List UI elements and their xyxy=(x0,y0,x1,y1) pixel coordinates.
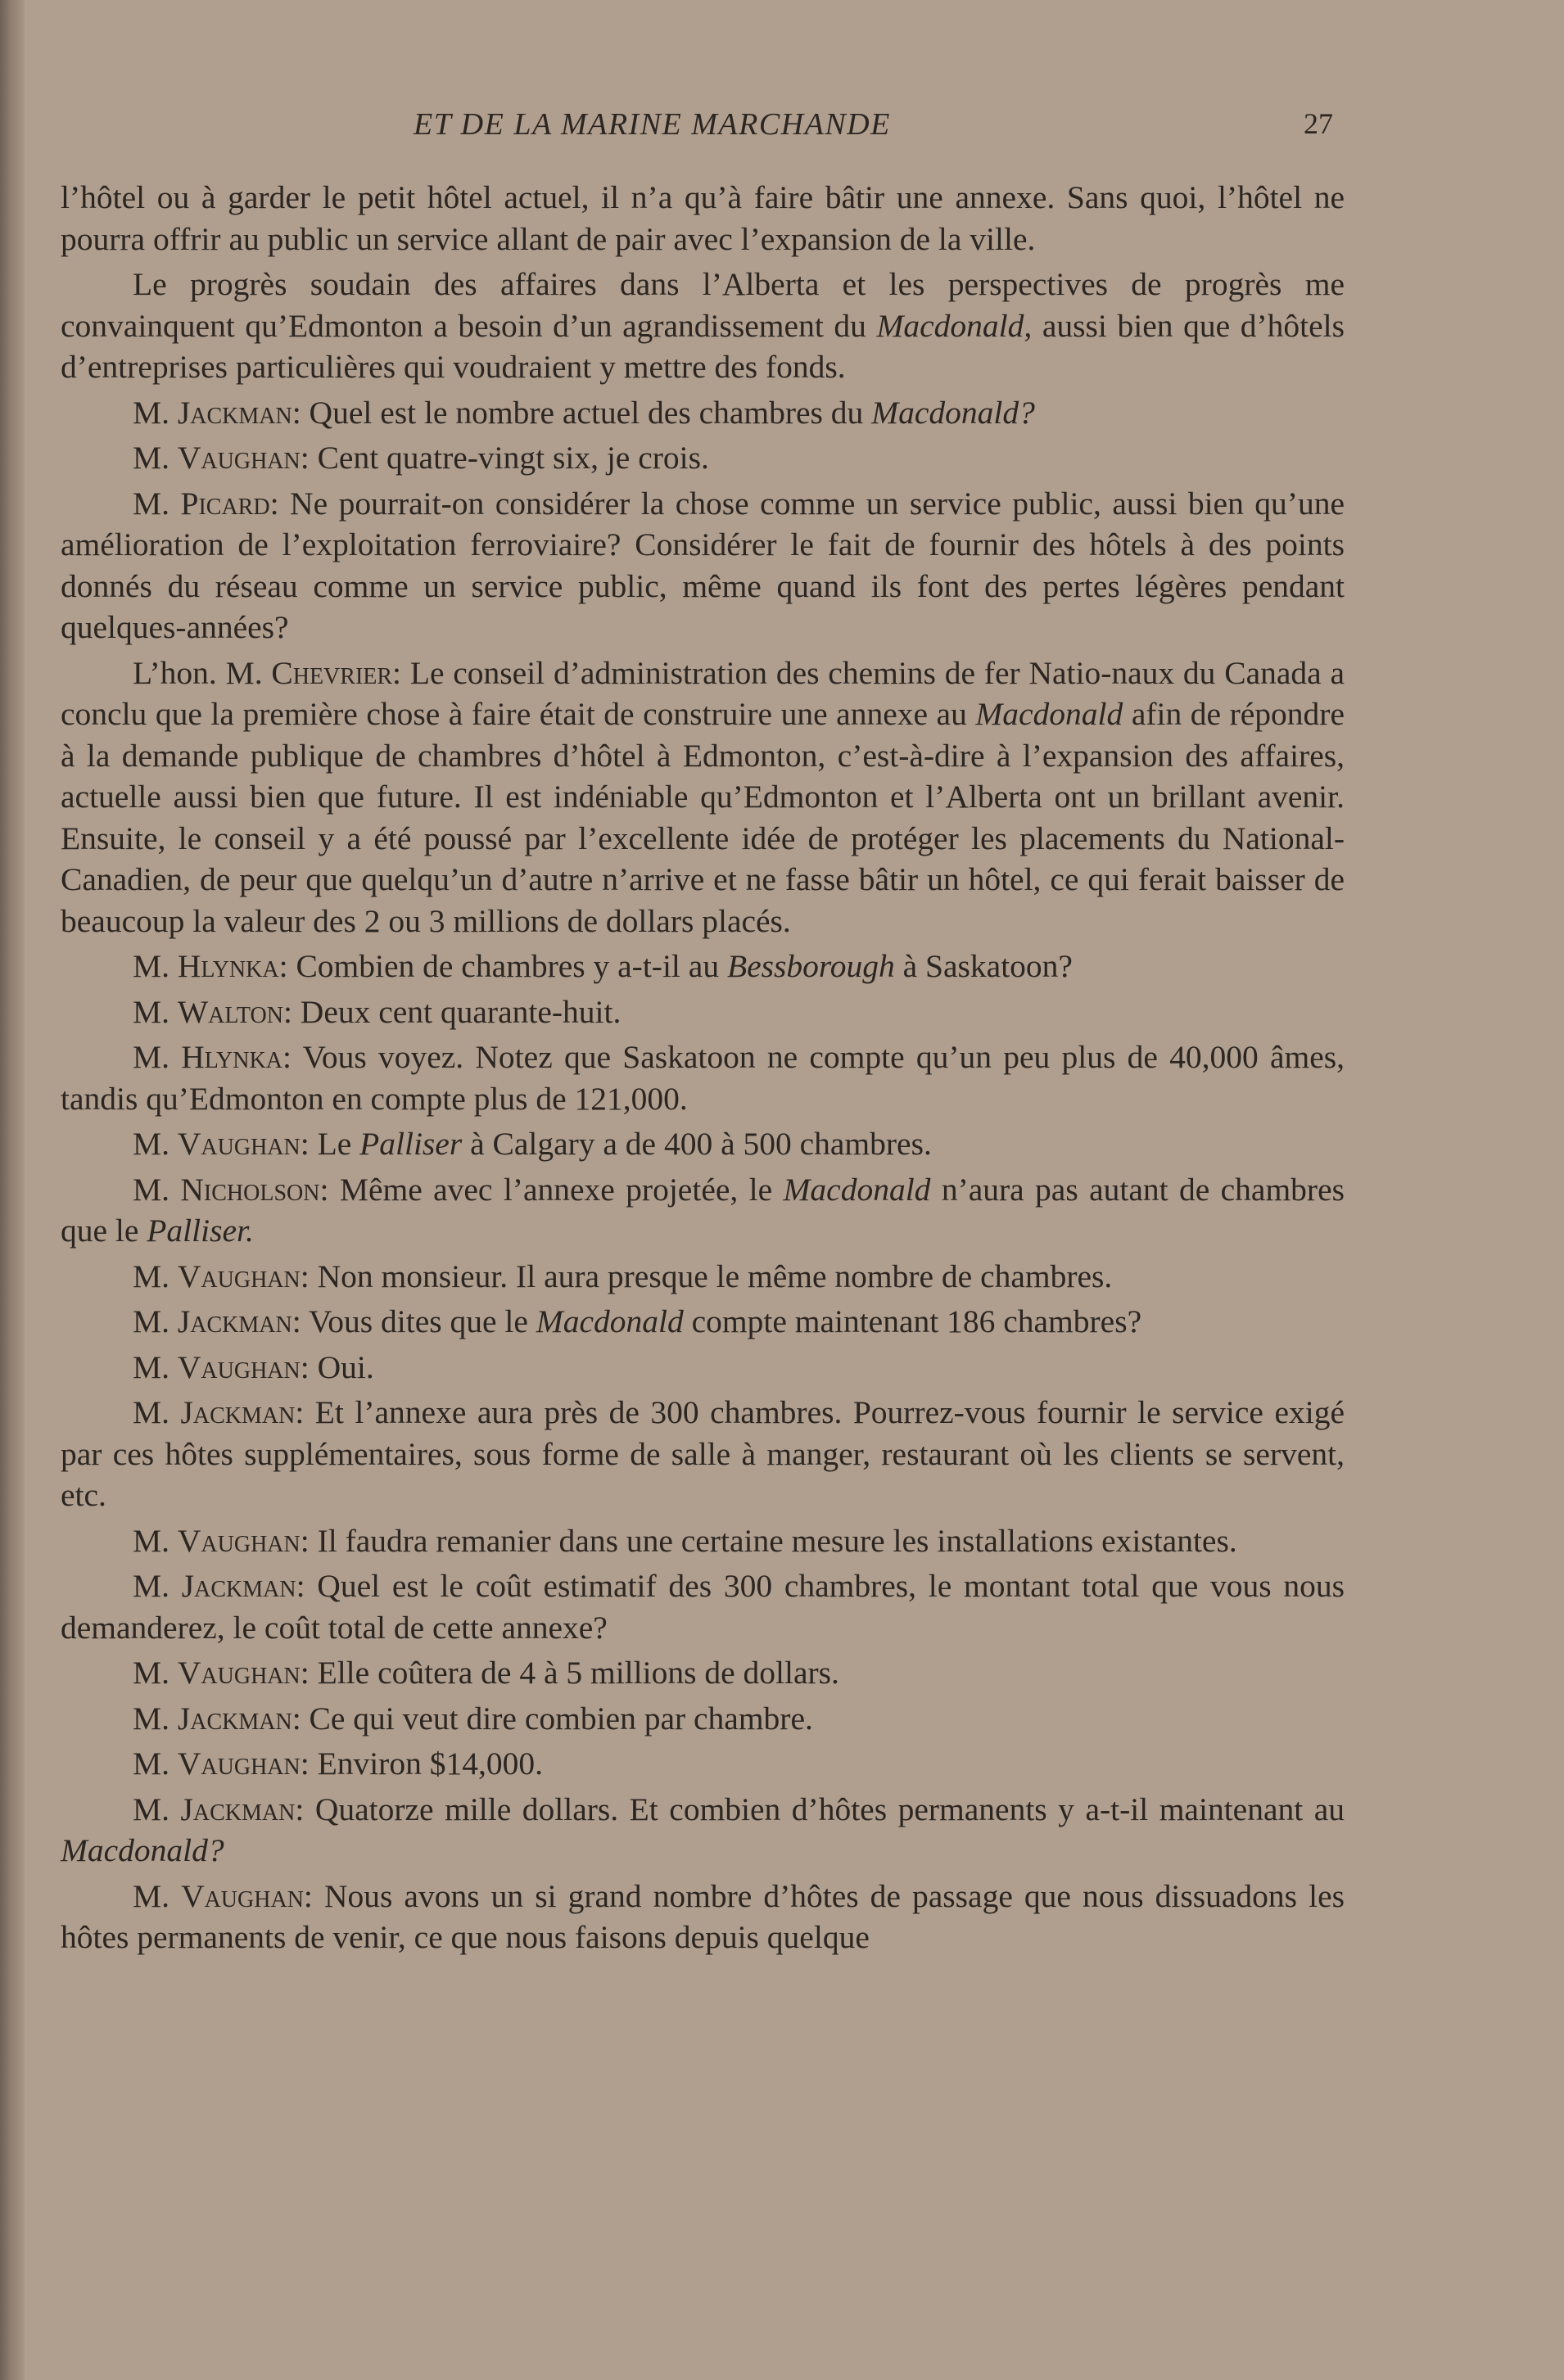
text-run: compte maintenant 186 chambres? xyxy=(683,1303,1142,1339)
paragraph xyxy=(61,1301,1345,1343)
text-run: M. xyxy=(133,1745,178,1782)
text-run: : Ne pourrait-on considérer la chose comme un service public, aussi bien qu’une amélioration de l’exploitation ferroviaire? Considérer le fait de fournir des hôtels à des points donnés du réseau comme un service public, même quand ils font des pertes légères pendant quelques-années? xyxy=(61,485,1345,645)
paragraph xyxy=(61,653,1345,942)
body-text xyxy=(61,177,1345,1962)
italic-text: Macdonald? xyxy=(871,394,1035,431)
text-run: : Même avec l’annexe projetée, le xyxy=(319,1171,784,1208)
text-run: : Nous avons un si grand nombre d’hôtes de passage que nous dissuadons les hôtes permanents de venir, ce que nous faisons depuis quelque xyxy=(61,1877,1345,1955)
speaker-name: Vaughan xyxy=(177,1258,301,1294)
text-run: : Cent quatre-vingt six, je crois. xyxy=(300,440,709,476)
text-run: M. xyxy=(133,1303,178,1339)
speaker-name: Hlynka xyxy=(177,948,279,984)
text-run: M. xyxy=(133,485,181,522)
text-run: Le progrès soudain des affaires dans l’Alberta et les perspectives de progrès me convainquent qu’Edmonton a besoin d’un agrandissement du xyxy=(61,266,1345,344)
text-run: M. xyxy=(133,1171,181,1208)
paragraph xyxy=(61,1036,1345,1119)
paragraph xyxy=(61,1256,1345,1298)
speaker-name: Vaughan xyxy=(177,1348,301,1385)
text-run: : Deux cent quarante-huit. xyxy=(283,993,622,1030)
text-run: M. xyxy=(133,1877,182,1914)
speaker-name: Jackman xyxy=(177,1700,292,1736)
text-run: M. xyxy=(133,948,178,984)
text-run: M. xyxy=(133,993,178,1030)
paragraph xyxy=(61,1520,1345,1562)
text-run: M. xyxy=(133,1039,182,1075)
book-spine-shadow xyxy=(0,0,25,2380)
italic-text: Macdonald? xyxy=(61,1832,224,1868)
text-run: M. xyxy=(133,1126,178,1162)
paragraph xyxy=(61,264,1345,388)
italic-text: Bessborough xyxy=(726,948,895,984)
text-run: M. xyxy=(133,1522,178,1559)
text-run: M. xyxy=(133,1394,181,1430)
italic-text: Palliser xyxy=(359,1126,463,1162)
text-run: M. xyxy=(133,1655,178,1691)
text-run: : Oui. xyxy=(300,1348,374,1385)
paragraph xyxy=(61,437,1345,479)
paragraph xyxy=(61,1876,1345,1958)
text-run: l’hôtel ou à garder le petit hôtel actuel, il n’a qu’à faire bâtir une annexe. Sans quoi, l’hôtel ne pourra offrir au public un service allant de pair avec l’expansion de la ville. xyxy=(61,179,1345,257)
text-run: : Le conseil d’administration des chemins de fer Natio-naux du Canada a conclu que la première chose à faire était de construire une annexe au xyxy=(61,654,1345,732)
text-run: : Environ $14,000. xyxy=(300,1745,543,1782)
paragraph xyxy=(61,946,1345,987)
text-run: à Calgary a de 400 à 500 chambres. xyxy=(462,1126,932,1162)
text-run: M. xyxy=(133,440,178,476)
text-run: : Le xyxy=(300,1126,360,1162)
speaker-name: Hlynka xyxy=(181,1039,283,1075)
text-run: n’aura pas autant de chambres que le xyxy=(61,1171,1345,1249)
text-run: à Saskatoon? xyxy=(894,948,1073,984)
italic-text: Macdonald xyxy=(975,696,1123,732)
speaker-name: Vaughan xyxy=(177,1745,301,1782)
italic-text: Macdonald xyxy=(536,1303,684,1339)
speaker-name: Chevrier xyxy=(271,654,393,691)
speaker-name: Jackman xyxy=(180,1791,296,1827)
page-header xyxy=(0,100,1564,149)
text-run: M. xyxy=(133,1258,178,1294)
speaker-name: Vaughan xyxy=(177,440,301,476)
page-number: 27 xyxy=(1304,107,1333,140)
text-run: M. xyxy=(133,1348,178,1385)
speaker-name: Nicholson xyxy=(180,1171,320,1208)
speaker-name: Jackman xyxy=(181,1568,296,1604)
paragraph xyxy=(61,1743,1345,1785)
paragraph xyxy=(61,1169,1345,1252)
paragraph xyxy=(61,177,1345,260)
text-run: M. xyxy=(133,1700,178,1736)
speaker-name: Jackman xyxy=(177,394,292,431)
text-run: aussi bien que d’hôtels d’entreprises particulières qui voudraient y mettre des fonds. xyxy=(61,307,1345,385)
paragraph xyxy=(61,1698,1345,1740)
text-run: : Vous dites que le xyxy=(292,1303,536,1339)
text-run: M. xyxy=(133,394,178,431)
text-run: afin de répondre à la demande publique de chambres d’hôtel à Edmonton, c’est-à-dire à l’expansion des affaires, actuelle aussi bien que future. Il est indéniable qu’Edmonton et l’Alberta ont un brillant avenir. Ensuite, le conseil y a été poussé par l’excellente idée de protéger les placements du National-Canadien, de peur que quelqu’un d’autre n’arrive et ne fasse bâtir un hôtel, ce qui ferait baisser de beaucoup la valeur des 2 ou 3 millions de dollars placés. xyxy=(61,696,1345,939)
italic-text: Palliser. xyxy=(147,1213,254,1249)
speaker-name: Picard xyxy=(180,485,270,522)
paragraph xyxy=(61,991,1345,1033)
italic-text: Macdonald xyxy=(783,1171,931,1208)
paragraph xyxy=(61,1565,1345,1648)
text-run: : Et l’annexe aura près de 300 chambres. Pourrez-vous fournir le service exigé par ces hôtes supplémentaires, sous forme de salle à manger, restaurant où les clients se servent, etc. xyxy=(61,1394,1345,1513)
text-run: : Quel est le nombre actuel des chambres du xyxy=(292,394,872,431)
text-run: : Non monsieur. Il aura presque le même nombre de chambres. xyxy=(300,1258,1113,1294)
speaker-name: Jackman xyxy=(180,1394,296,1430)
text-run: : Il faudra remanier dans une certaine mesure les installations existantes. xyxy=(300,1522,1237,1559)
text-run: : Quel est le coût estimatif des 300 chambres, le montant total que vous nous demanderez, le coût total de cette annexe? xyxy=(61,1568,1345,1646)
paragraph xyxy=(61,483,1345,648)
paragraph xyxy=(61,1347,1345,1389)
paragraph xyxy=(61,1652,1345,1694)
text-run: L’hon. M. xyxy=(133,654,272,691)
speaker-name: Vaughan xyxy=(177,1522,301,1559)
speaker-name: Vaughan xyxy=(181,1877,304,1914)
text-run: : Elle coûtera de 4 à 5 millions de dollars. xyxy=(300,1655,839,1691)
paragraph xyxy=(61,1392,1345,1516)
text-run: : Ce qui veut dire combien par chambre. xyxy=(292,1700,813,1736)
speaker-name: Walton xyxy=(177,993,283,1030)
paragraph xyxy=(61,1123,1345,1165)
italic-text: Macdonald, xyxy=(876,307,1033,344)
text-run: M. xyxy=(133,1568,182,1604)
paragraph xyxy=(61,392,1345,434)
running-title: ET DE LA MARINE MARCHANDE xyxy=(414,107,891,142)
speaker-name: Vaughan xyxy=(177,1655,301,1691)
text-run: : Quatorze mille dollars. Et combien d’hôtes permanents y a-t-il maintenant au xyxy=(295,1791,1345,1827)
paragraph xyxy=(61,1789,1345,1872)
speaker-name: Jackman xyxy=(177,1303,292,1339)
text-run: : Vous voyez. Notez que Saskatoon ne compte qu’un peu plus de 40,000 âmes, tandis qu’Edmonton en compte plus de 121,000. xyxy=(61,1039,1345,1117)
speaker-name: Vaughan xyxy=(177,1126,301,1162)
text-run: : Combien de chambres y a-t-il au xyxy=(278,948,727,984)
text-run: M. xyxy=(133,1791,181,1827)
